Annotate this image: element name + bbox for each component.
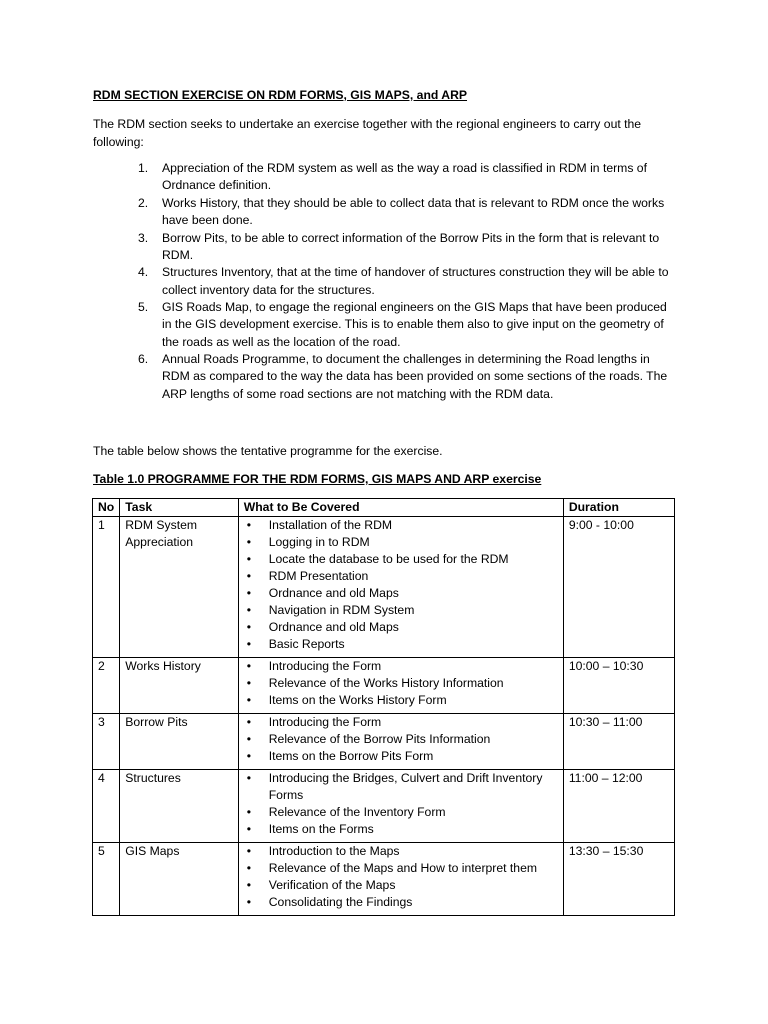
coverage-item: • Relevance of the Borrow Pits Information bbox=[244, 731, 558, 748]
header-what-to-be-covered: What to Be Covered bbox=[238, 499, 563, 517]
table-caption: Table 1.0 PROGRAMME FOR THE RDM FORMS, GIS MAPS AND ARP exercise bbox=[93, 472, 542, 486]
header-no: No bbox=[93, 499, 120, 517]
coverage-list bbox=[244, 843, 558, 911]
coverage-list bbox=[244, 517, 558, 653]
cell-what-to-be-covered bbox=[238, 843, 563, 916]
cell-duration: 10:00 – 10:30 bbox=[563, 658, 674, 714]
task-number: 2. bbox=[138, 195, 149, 210]
table-row bbox=[93, 770, 675, 843]
task-number: 3. bbox=[138, 230, 149, 245]
cell-no: 1 bbox=[93, 517, 120, 658]
coverage-item: • Relevance of the Works History Information bbox=[244, 675, 558, 692]
task-number: 5. bbox=[138, 300, 149, 315]
cell-duration: 9:00 - 10:00 bbox=[563, 517, 674, 658]
task-number: 4. bbox=[138, 265, 149, 280]
task-list-item bbox=[138, 230, 678, 264]
task-text: Borrow Pits, to be able to correct information of the Borrow Pits in the form that is relevant to RDM. bbox=[162, 230, 660, 262]
coverage-item: • Verification of the Maps bbox=[244, 877, 558, 894]
cell-what-to-be-covered bbox=[238, 658, 563, 714]
programme-table bbox=[92, 498, 675, 916]
cell-what-to-be-covered bbox=[238, 517, 563, 658]
task-list-item bbox=[138, 299, 678, 351]
table-row bbox=[93, 714, 675, 770]
cell-duration: 13:30 – 15:30 bbox=[563, 843, 674, 916]
task-list-item bbox=[138, 351, 678, 403]
header-duration: Duration bbox=[563, 499, 674, 517]
coverage-item: • Basic Reports bbox=[244, 636, 558, 653]
header-task: Task bbox=[120, 499, 238, 517]
task-text: Structures Inventory, that at the time of handover of structures construction they will be able to collect inventory data for the structures. bbox=[162, 265, 669, 297]
cell-task: RDM System Appreciation bbox=[120, 517, 238, 658]
coverage-item: • Navigation in RDM System bbox=[244, 602, 558, 619]
task-list-item bbox=[138, 160, 678, 194]
coverage-item: • Locate the database to be used for the RDM bbox=[244, 551, 558, 568]
coverage-item: • Items on the Works History Form bbox=[244, 692, 558, 709]
table-header-row bbox=[93, 499, 675, 517]
cell-duration: 11:00 – 12:00 bbox=[563, 770, 674, 843]
coverage-item: • Introducing the Bridges, Culvert and Drift Inventory Forms bbox=[244, 770, 558, 804]
coverage-item: • Ordnance and old Maps bbox=[244, 619, 558, 636]
coverage-item: • Relevance of the Inventory Form bbox=[244, 804, 558, 821]
cell-duration: 10:30 – 11:00 bbox=[563, 714, 674, 770]
table-intro: The table below shows the tentative programme for the exercise. bbox=[93, 444, 443, 458]
task-number: 6. bbox=[138, 352, 149, 367]
task-text: Annual Roads Programme, to document the challenges in determining the Road lengths in RDM as compared to the way the data has been provided on some sections of the roads. The ARP lengths of some road sections are not matching with the RDM data. bbox=[162, 352, 668, 401]
task-number: 1. bbox=[138, 161, 149, 175]
cell-task: Structures bbox=[120, 770, 238, 843]
coverage-item: • Introduction to the Maps bbox=[244, 843, 558, 860]
cell-no: 5 bbox=[93, 843, 120, 916]
task-text: GIS Roads Map, to engage the regional engineers on the GIS Maps that have been produced in the GIS development exercise. This is to enable them also to give input on the geometry of the roads as well as the location of the road. bbox=[162, 300, 667, 349]
coverage-item: • Relevance of the Maps and How to interpret them bbox=[244, 860, 558, 877]
task-text: Appreciation of the RDM system as well as the way a road is classified in RDM in terms of Ordnance definition. bbox=[162, 161, 647, 193]
table-row bbox=[93, 517, 675, 658]
task-list-item bbox=[138, 195, 678, 229]
coverage-item: • Consolidating the Findings bbox=[244, 894, 558, 911]
coverage-item: • Ordnance and old Maps bbox=[244, 585, 558, 602]
coverage-item: • Installation of the RDM bbox=[244, 517, 558, 534]
coverage-item: • RDM Presentation bbox=[244, 568, 558, 585]
coverage-item: • Items on the Forms bbox=[244, 821, 558, 838]
coverage-item: • Items on the Borrow Pits Form bbox=[244, 748, 558, 765]
cell-no: 2 bbox=[93, 658, 120, 714]
intro-paragraph: The RDM section seeks to undertake an exercise together with the regional engineers to carry out the following: bbox=[93, 117, 642, 149]
coverage-item: • Introducing the Form bbox=[244, 714, 558, 731]
table-body bbox=[93, 517, 675, 916]
cell-task: Works History bbox=[120, 658, 238, 714]
coverage-list bbox=[244, 770, 558, 838]
cell-no: 4 bbox=[93, 770, 120, 843]
cell-what-to-be-covered bbox=[238, 714, 563, 770]
coverage-item: • Introducing the Form bbox=[244, 658, 558, 675]
task-list bbox=[138, 160, 678, 403]
coverage-list bbox=[244, 658, 558, 709]
table-row bbox=[93, 658, 675, 714]
task-text: Works History, that they should be able to collect data that is relevant to RDM once the works have been done. bbox=[162, 195, 665, 227]
cell-task: Borrow Pits bbox=[120, 714, 238, 770]
coverage-item: • Logging in to RDM bbox=[244, 534, 558, 551]
coverage-list bbox=[244, 714, 558, 765]
cell-no: 3 bbox=[93, 714, 120, 770]
cell-task: GIS Maps bbox=[120, 843, 238, 916]
table-row bbox=[93, 843, 675, 916]
document-title: RDM SECTION EXERCISE ON RDM FORMS, GIS MAPS, and ARP bbox=[93, 88, 468, 102]
task-list-item bbox=[138, 264, 678, 298]
cell-what-to-be-covered bbox=[238, 770, 563, 843]
